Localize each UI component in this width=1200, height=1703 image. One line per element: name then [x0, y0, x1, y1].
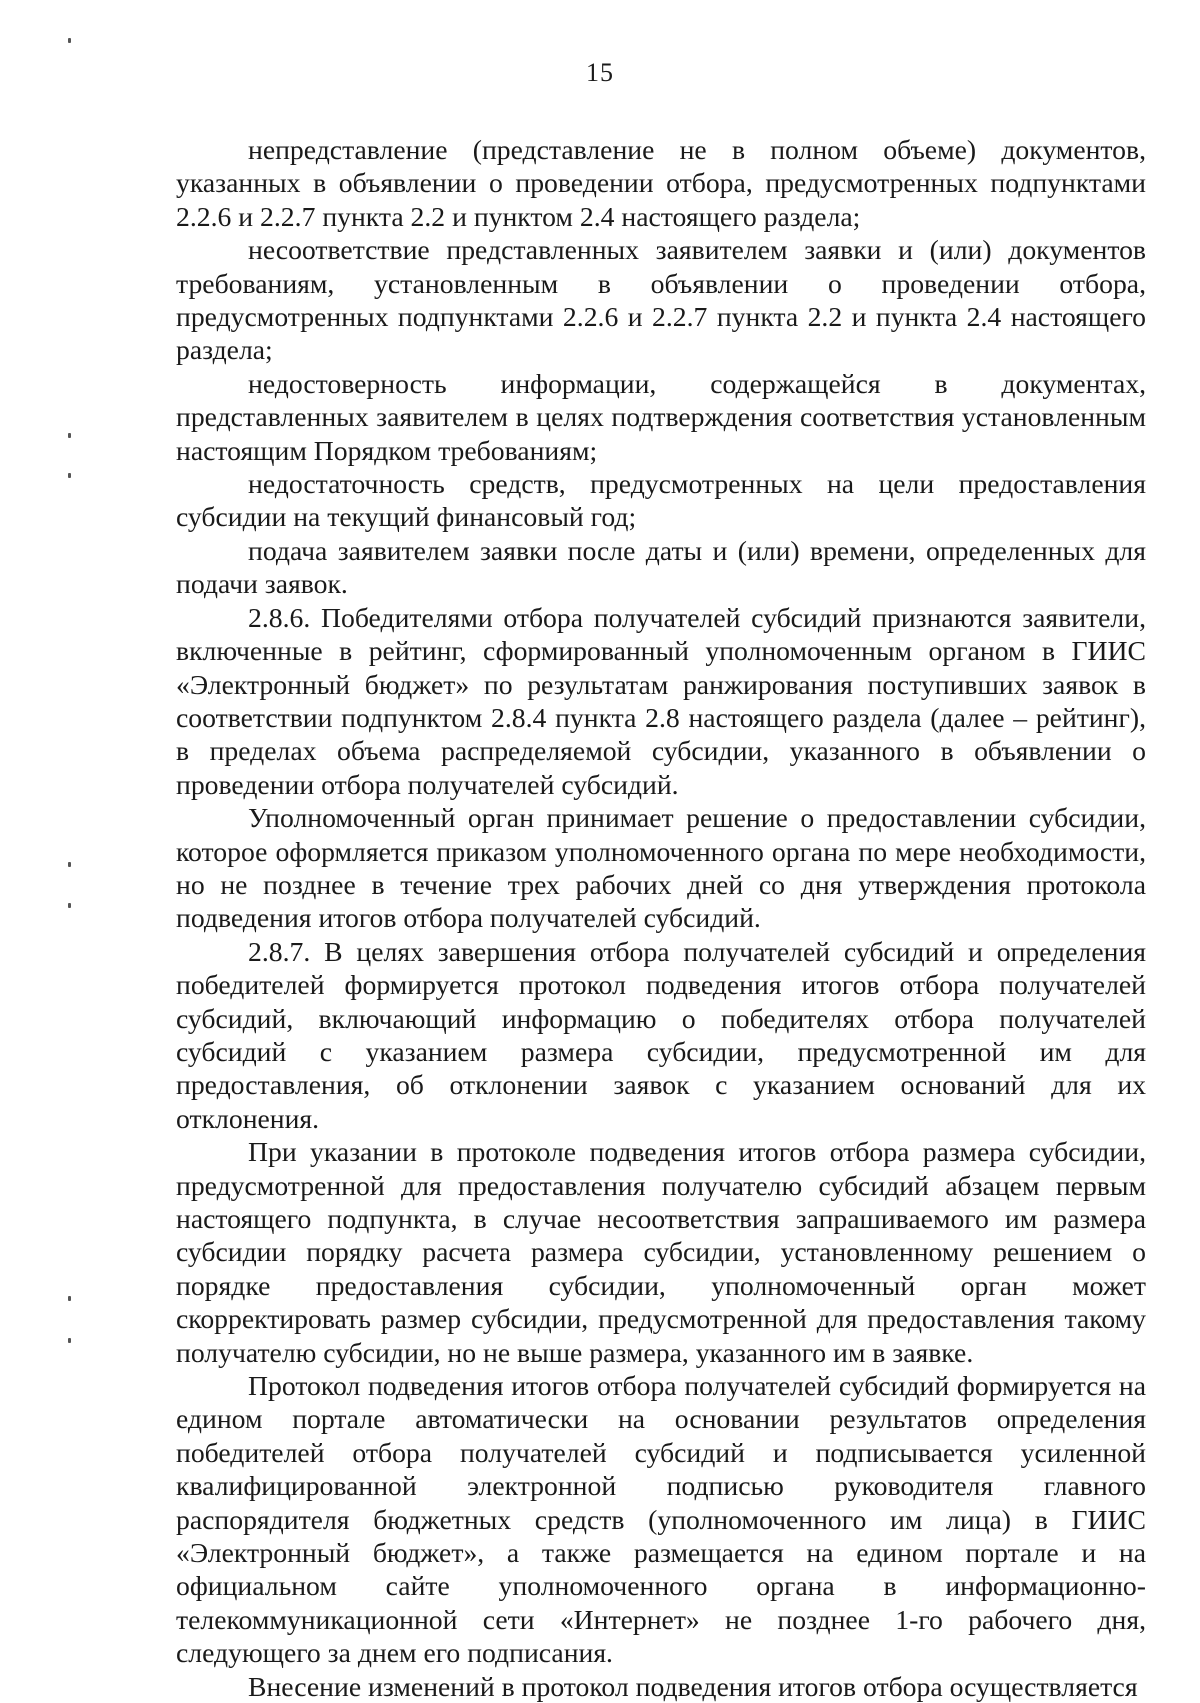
scan-speck — [68, 903, 71, 908]
page-number: 15 — [586, 58, 614, 87]
paragraph: подача заявителем заявки после даты и (или) времени, определенных для подачи заявок. — [176, 534, 1146, 600]
paragraph: Уполномоченный орган принимает решение о предоставлении субсидии, которое оформляется приказом уполномоченного органа по мере необходимости, но не позднее в течение трех рабочих дней со дня утверждения протокола подведения итогов отбора получателей субсидий. — [176, 802, 1146, 934]
paragraph: непредставление (представление не в полном объеме) документов, указанных в объявлении о проведении отбора, предусмотренных подпунктами 2.2.6 и 2.2.7 пункта 2.2 и пунктом 2.4 настоящего раздела; — [176, 134, 1146, 232]
scan-speck — [68, 1296, 71, 1301]
paragraph: недостаточность средств, предусмотренных на цели предоставления субсидии на текущий финансовый год; — [176, 468, 1146, 533]
paragraph: Протокол подведения итогов отбора получателей субсидий формируется на едином портале автоматически на основании результатов определения победителей отбора получателей субсидий и подписывается усиленной квалифицированной электронной подписью руководителя главного распорядителя бюджетных средств (уполномоченного им лица) в ГИИС «Электронный бюджет», а также размещается на едином портале и на официальном сайте уполномоченного органа в информационно-телекоммуникационной сети «Интернет» не позднее 1-го рабочего дня, следующего за днем его подписания. — [176, 1370, 1146, 1669]
document-body — [176, 133, 1146, 1703]
paragraph: При указании в протоколе подведения итогов отбора размера субсидии, предусмотренной для предоставления получателю субсидий абзацем первым настоящего подпункта, в случае несоответствия запрашиваемого им размера субсидии порядку расчета размера субсидии, установленному решением о порядке предоставления субсидии, уполномоченный орган может скорректировать размер субсидии, предусмотренной для предоставления такому получателю субсидии, но не выше размера, указанного им в заявке. — [176, 1136, 1146, 1368]
paragraph: 2.8.7. В целях завершения отбора получателей субсидий и определения победителей формируется протокол подведения итогов отбора получателей субсидий, включающий информацию о победителях отбора получателей субсидий с указанием размера субсидии, предусмотренной им для предоставления, об отклонении заявок с указанием оснований для их отклонения. — [176, 935, 1146, 1134]
paragraph: несоответствие представленных заявителем заявки и (или) документов требованиям, установленным в объявлении о проведении отбора, предусмотренных подпунктами 2.2.6 и 2.2.7 пункта 2.2 и пункта 2.4 настоящего раздела; — [176, 234, 1146, 366]
paragraph: 2.8.6. Победителями отбора получателей субсидий признаются заявители, включенные в рейтинг, сформированный уполномоченным органом в ГИИС «Электронный бюджет» по результатам ранжирования поступивших заявок в соответствии подпунктом 2.8.4 пункта 2.8 настоящего раздела (далее – рейтинг), в пределах объема распределяемой субсидии, указанного в объявлении о проведении отбора получателей субсидий. — [176, 601, 1146, 800]
paragraph: недостоверность информации, содержащейся в документах, представленных заявителем в целях подтверждения соответствия установленным настоящим Порядком требованиям; — [176, 367, 1146, 466]
scan-speck — [68, 1338, 71, 1343]
scan-speck — [68, 38, 71, 43]
scan-speck — [68, 473, 71, 478]
scan-speck — [68, 862, 71, 867]
paragraph: Внесение изменений в протокол подведения итогов отбора осуществляется — [248, 1670, 1138, 1702]
scan-speck — [68, 433, 71, 438]
